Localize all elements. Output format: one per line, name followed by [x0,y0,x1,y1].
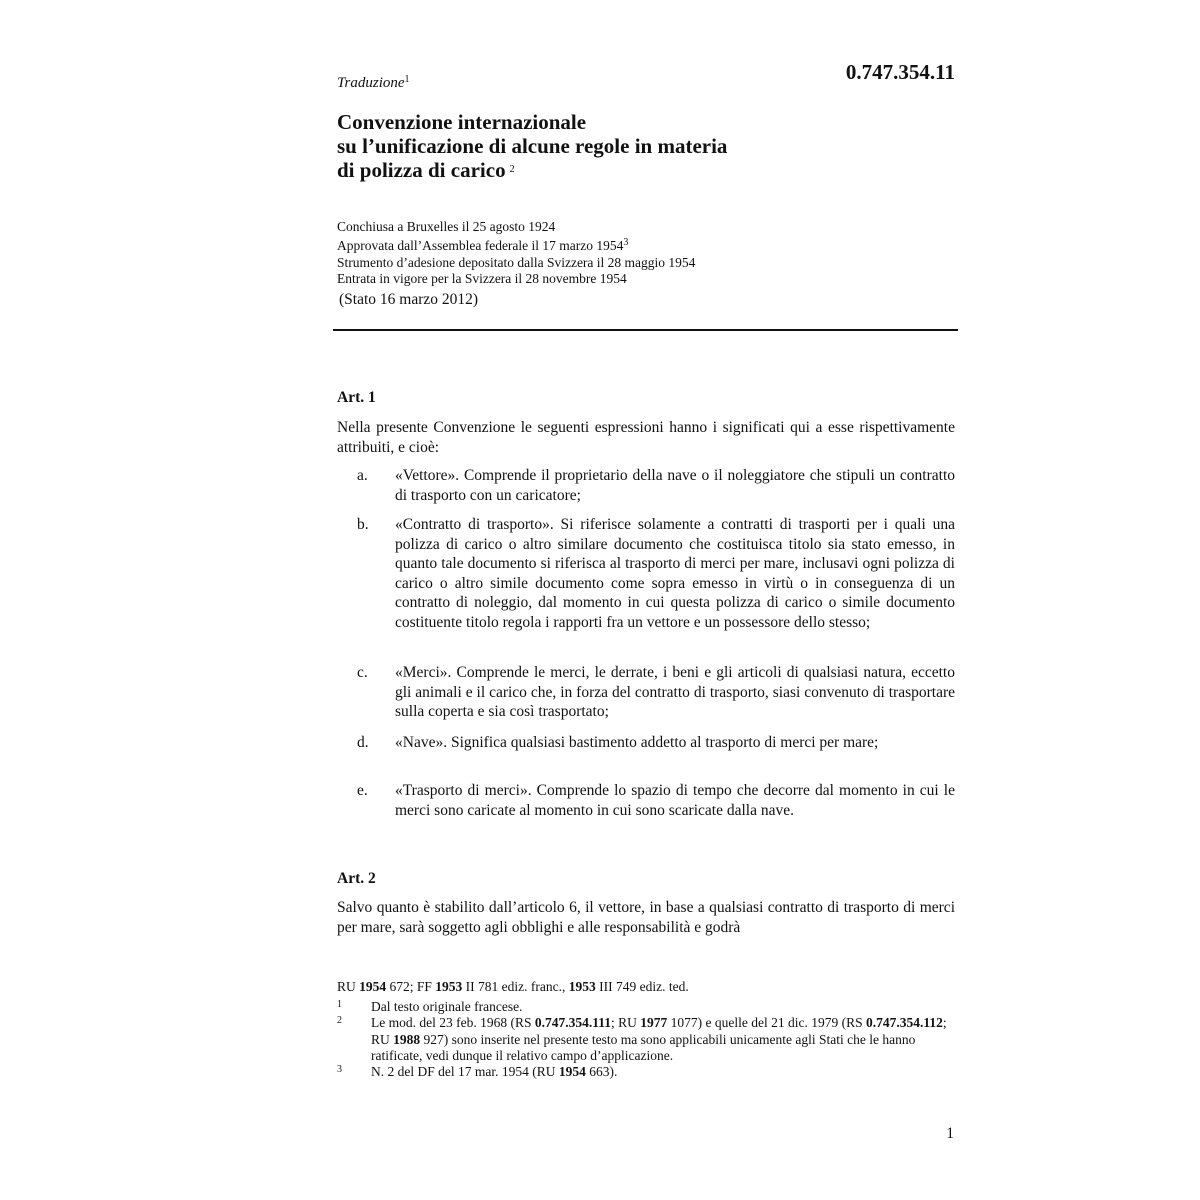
article-2-text: Salvo quanto è stabilito dall’articolo 6, il vettore, in base a qualsiasi contratto di trasporto di merci per mare, sarà soggetto agli obblighi e alle responsabilità e godrà [337,899,955,936]
approved-date: Approvata dall’Assemblea federale il 17 marzo 1954$^3$ [337,237,629,254]
status-date: (Stato 16 marzo 2012) [339,291,479,308]
footnote-number: 1 [337,999,342,1011]
title-line-3: di polizza di carico $^2$ [337,158,515,182]
item-letter: d. [357,734,369,751]
footnote-2: 2 Le mod. del 23 feb. 1968 (RS 0.747.354.111; RU 1977 1077) e quelle del 21 dic. 1979 (RS 0.747.354.112; RU 1988 927) sono inserite nel presente testo ma sono applicabili unicamente agli Stati che le hanno ratificate, vedi dunque il relativo campo d’applicazione. [337,1015,947,1063]
translation-label: Traduzione$^1$ [337,74,410,91]
item-text: «Trasporto di merci». Comprende lo spazio di tempo che decorre dal momento in cui le merci sono caricate al momento in cui sono scaricate dalla nave. [395,782,955,819]
footnote-ref-3[interactable]: 3 [623,237,629,249]
sr-number: 0.747.354.11 [845,60,955,84]
definition-item-a [357,466,955,505]
definition-item-e [357,781,955,820]
title-line-1: Convenzione internazionale [337,110,587,134]
item-letter: b. [357,516,369,533]
document-title [337,110,727,182]
item-text: «Vettore». Comprende il proprietario della nave o il noleggiatore che stipuli un contratto di trasporto con un caricatore; [395,467,955,504]
footnote-number: 2 [337,1015,342,1027]
title-line-2: su l’unificazione di alcune regole in materia [337,134,728,158]
item-text: «Merci». Comprende le merci, le derrate, i beni e gli articoli di qualsiasi natura, eccetto gli animali e il carico che, in forza del contratto di trasporto, siasi convenuto di trasportare sulla coperta e sia così trasportato; [395,664,955,721]
article-2-heading: Art. 2 [337,870,376,887]
article-1-heading: Art. 1 [337,389,376,406]
document-page [337,0,957,1200]
footnote-number: 3 [337,1064,342,1076]
instrument-date: Strumento d’adesione depositato dalla Svizzera il 28 maggio 1954 [337,254,696,270]
item-text: «Contratto di trasporto». Si riferisce solamente a contratti di trasporti per i quali una polizza di carico o altro similare documento che costituisca titolo sia stato emesso, in quanto tale documento si riferisca al trasporto di merci per mare, inclusavi ogni polizza di carico o altro simile documento come sopra emesso in virtù o in conseguenza di un contratto di noleggio, dal momento in cui questa polizza di carico o simile documento costituente titolo regola i rapporti fra un vettore e un possessore dello stesso; [395,516,955,631]
footnotes [337,979,957,1080]
publication-reference: RU 1954 672; FF 1953 II 781 ediz. franc., 1953 III 749 ediz. ted. [337,979,689,994]
footnote-1: 1 Dal testo originale francese. [337,999,523,1015]
article-1-intro: Nella presente Convenzione le seguenti espressioni hanno i significati qui a esse rispettivamente attribuiti, e cioè: [337,419,955,456]
item-letter: e. [357,782,368,799]
footnote-ref-1[interactable]: 1 [404,74,410,85]
item-letter: a. [357,467,368,484]
footnote-ref-2[interactable]: 2 [509,164,515,175]
page-number: 1 [946,1125,954,1142]
item-text: «Nave». Significa qualsiasi bastimento addetto al trasporto di merci per mare; [395,734,879,751]
definition-item-c [357,663,955,722]
header-divider [333,329,958,331]
definition-item-d [357,733,955,753]
footnote-3: 3 N. 2 del DF del 17 mar. 1954 (RU 1954 663). [337,1064,618,1080]
definition-item-b [357,515,955,633]
in-force-date: Entrata in vigore per la Svizzera il 28 novembre 1954 [337,271,627,287]
item-letter: c. [357,664,368,681]
document-metadata [337,219,695,288]
concluded-date: Conchiusa a Bruxelles il 25 agosto 1924 [337,219,556,234]
